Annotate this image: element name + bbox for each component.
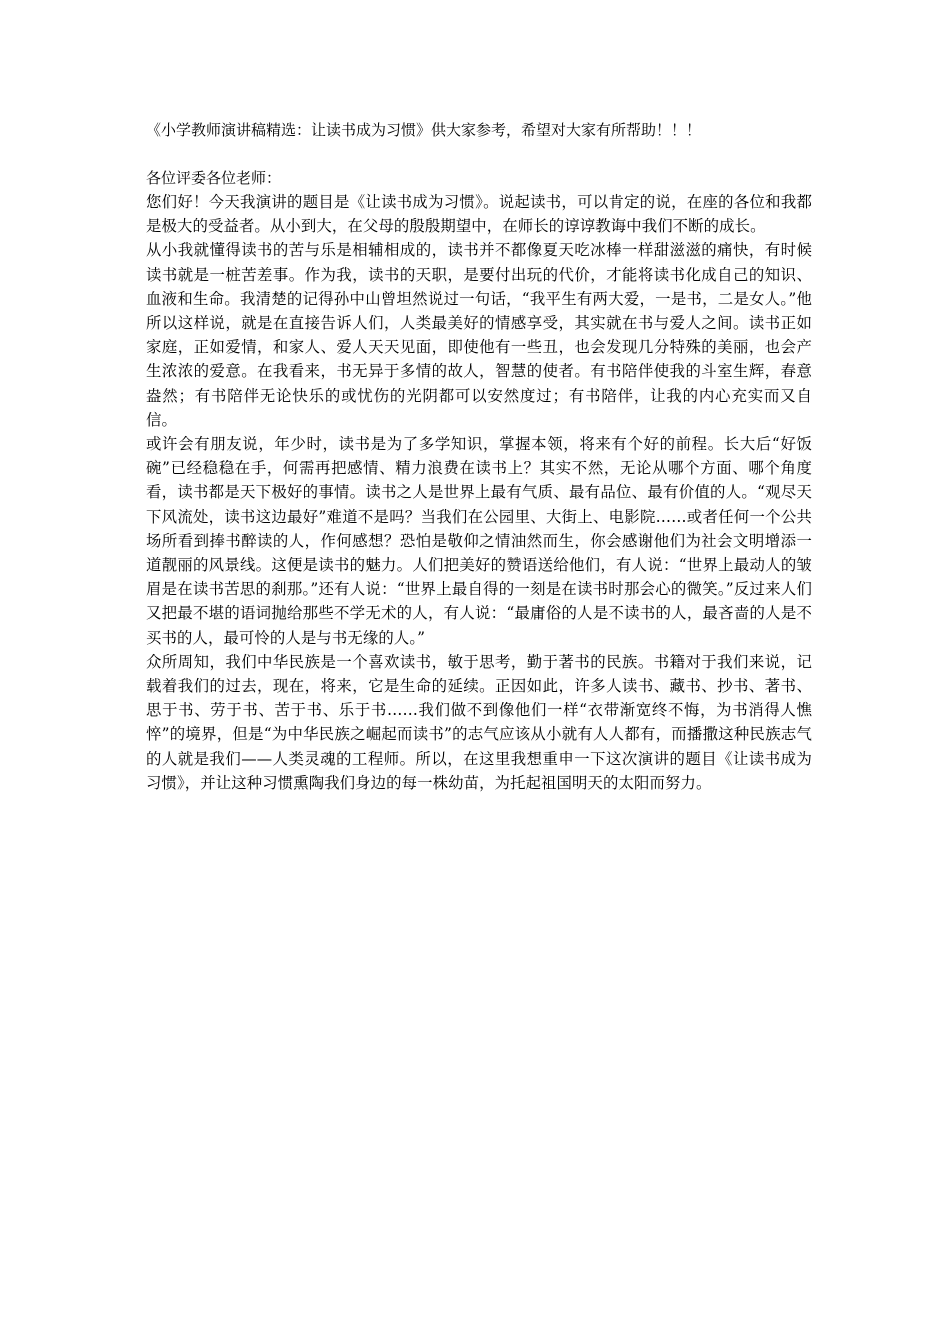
- paragraph-1: 您们好！今天我演讲的题目是《让读书成为习惯》。说起读书，可以肯定的说，在座的各位和我都是极大的受益者。从小到大，在父母的殷殷期望中，在师长的谆谆教诲中我们不断的成长。: [146, 193, 812, 236]
- intro-line: 《小学教师演讲稿精选：让读书成为习惯》供大家参考，希望对大家有所帮助！！！: [146, 121, 702, 139]
- paragraph-2: 从小我就懂得读书的苦与乐是相辅相成的，读书并不都像夏天吃冰棒一样甜滋滋的痛快，有时候读书就是一桩苦差事。作为我，读书的天职，是要付出玩的代价，才能将读书化成自己的知识、血液和生命。我清楚的记得孙中山曾坦然说过一句话，“我平生有两大爱，一是书，二是女人。”他所以这样说，就是在直接告诉人们，人类最美好的情感享受，其实就在书与爱人之间。读书正如家庭，正如爱情，和家人、爱人天天见面，即使他有一些丑，也会发现几分特殊的美丽，也会产生浓浓的爱意。在我看来，书无异于多情的故人，智慧的使者。有书陪伴使我的斗室生辉，春意盎然；有书陪伴无论快乐的或忧伤的光阴都可以安然度过；有书陪伴，让我的内心充实而又自信。: [146, 241, 812, 429]
- paragraph-4: 众所周知，我们中华民族是一个喜欢读书，敏于思考，勤于著书的民族。书籍对于我们来说，记载着我们的过去，现在，将来，它是生命的延续。正因如此，许多人读书、藏书、抄书、著书、思于书、劳于书、苦于书、乐于书……我们做不到像他们一样“衣带渐宽终不悔，为书消得人憔悴”的境界，但是“为中华民族之崛起而读书”的志气应该从小就有人人都有，而播撒这种民族志气的人就是我们——人类灵魂的工程师。所以，在这里我想重申一下这次演讲的题目《让读书成为习惯》，并让这种习惯熏陶我们身边的每一株幼苗，为托起祖国明天的太阳而努力。: [146, 652, 812, 792]
- paragraph-3: 或许会有朋友说，年少时，读书是为了多学知识，掌握本领，将来有个好的前程。长大后“好饭碗”已经稳稳在手，何需再把感情、精力浪费在读书上？其实不然，无论从哪个方面、哪个角度看，读书都是天下极好的事情。读书之人是世界上最有气质、最有品位、最有价值的人。“观尽天下风流处，读书这边最好”难道不是吗？当我们在公园里、大街上、电影院……或者任何一个公共场所看到捧书醉读的人，作何感想？恐怕是敬仰之情油然而生，你会感谢他们为社会文明增添一道靓丽的风景线。这便是读书的魅力。人们把美好的赞语送给他们，有人说：“世界上最动人的皱眉是在读书苦思的刹那。”还有人说：“世界上最自得的一刻是在读书时那会心的微笑。”反过来人们又把最不堪的语词抛给那些不学无术的人，有人说：“最庸俗的人是不读书的人，最吝啬的人是不买书的人，最可怜的人是与书无缘的人。”: [146, 435, 812, 647]
- salutation: 各位评委各位老师：: [146, 169, 282, 187]
- document-page: [146, 118, 812, 795]
